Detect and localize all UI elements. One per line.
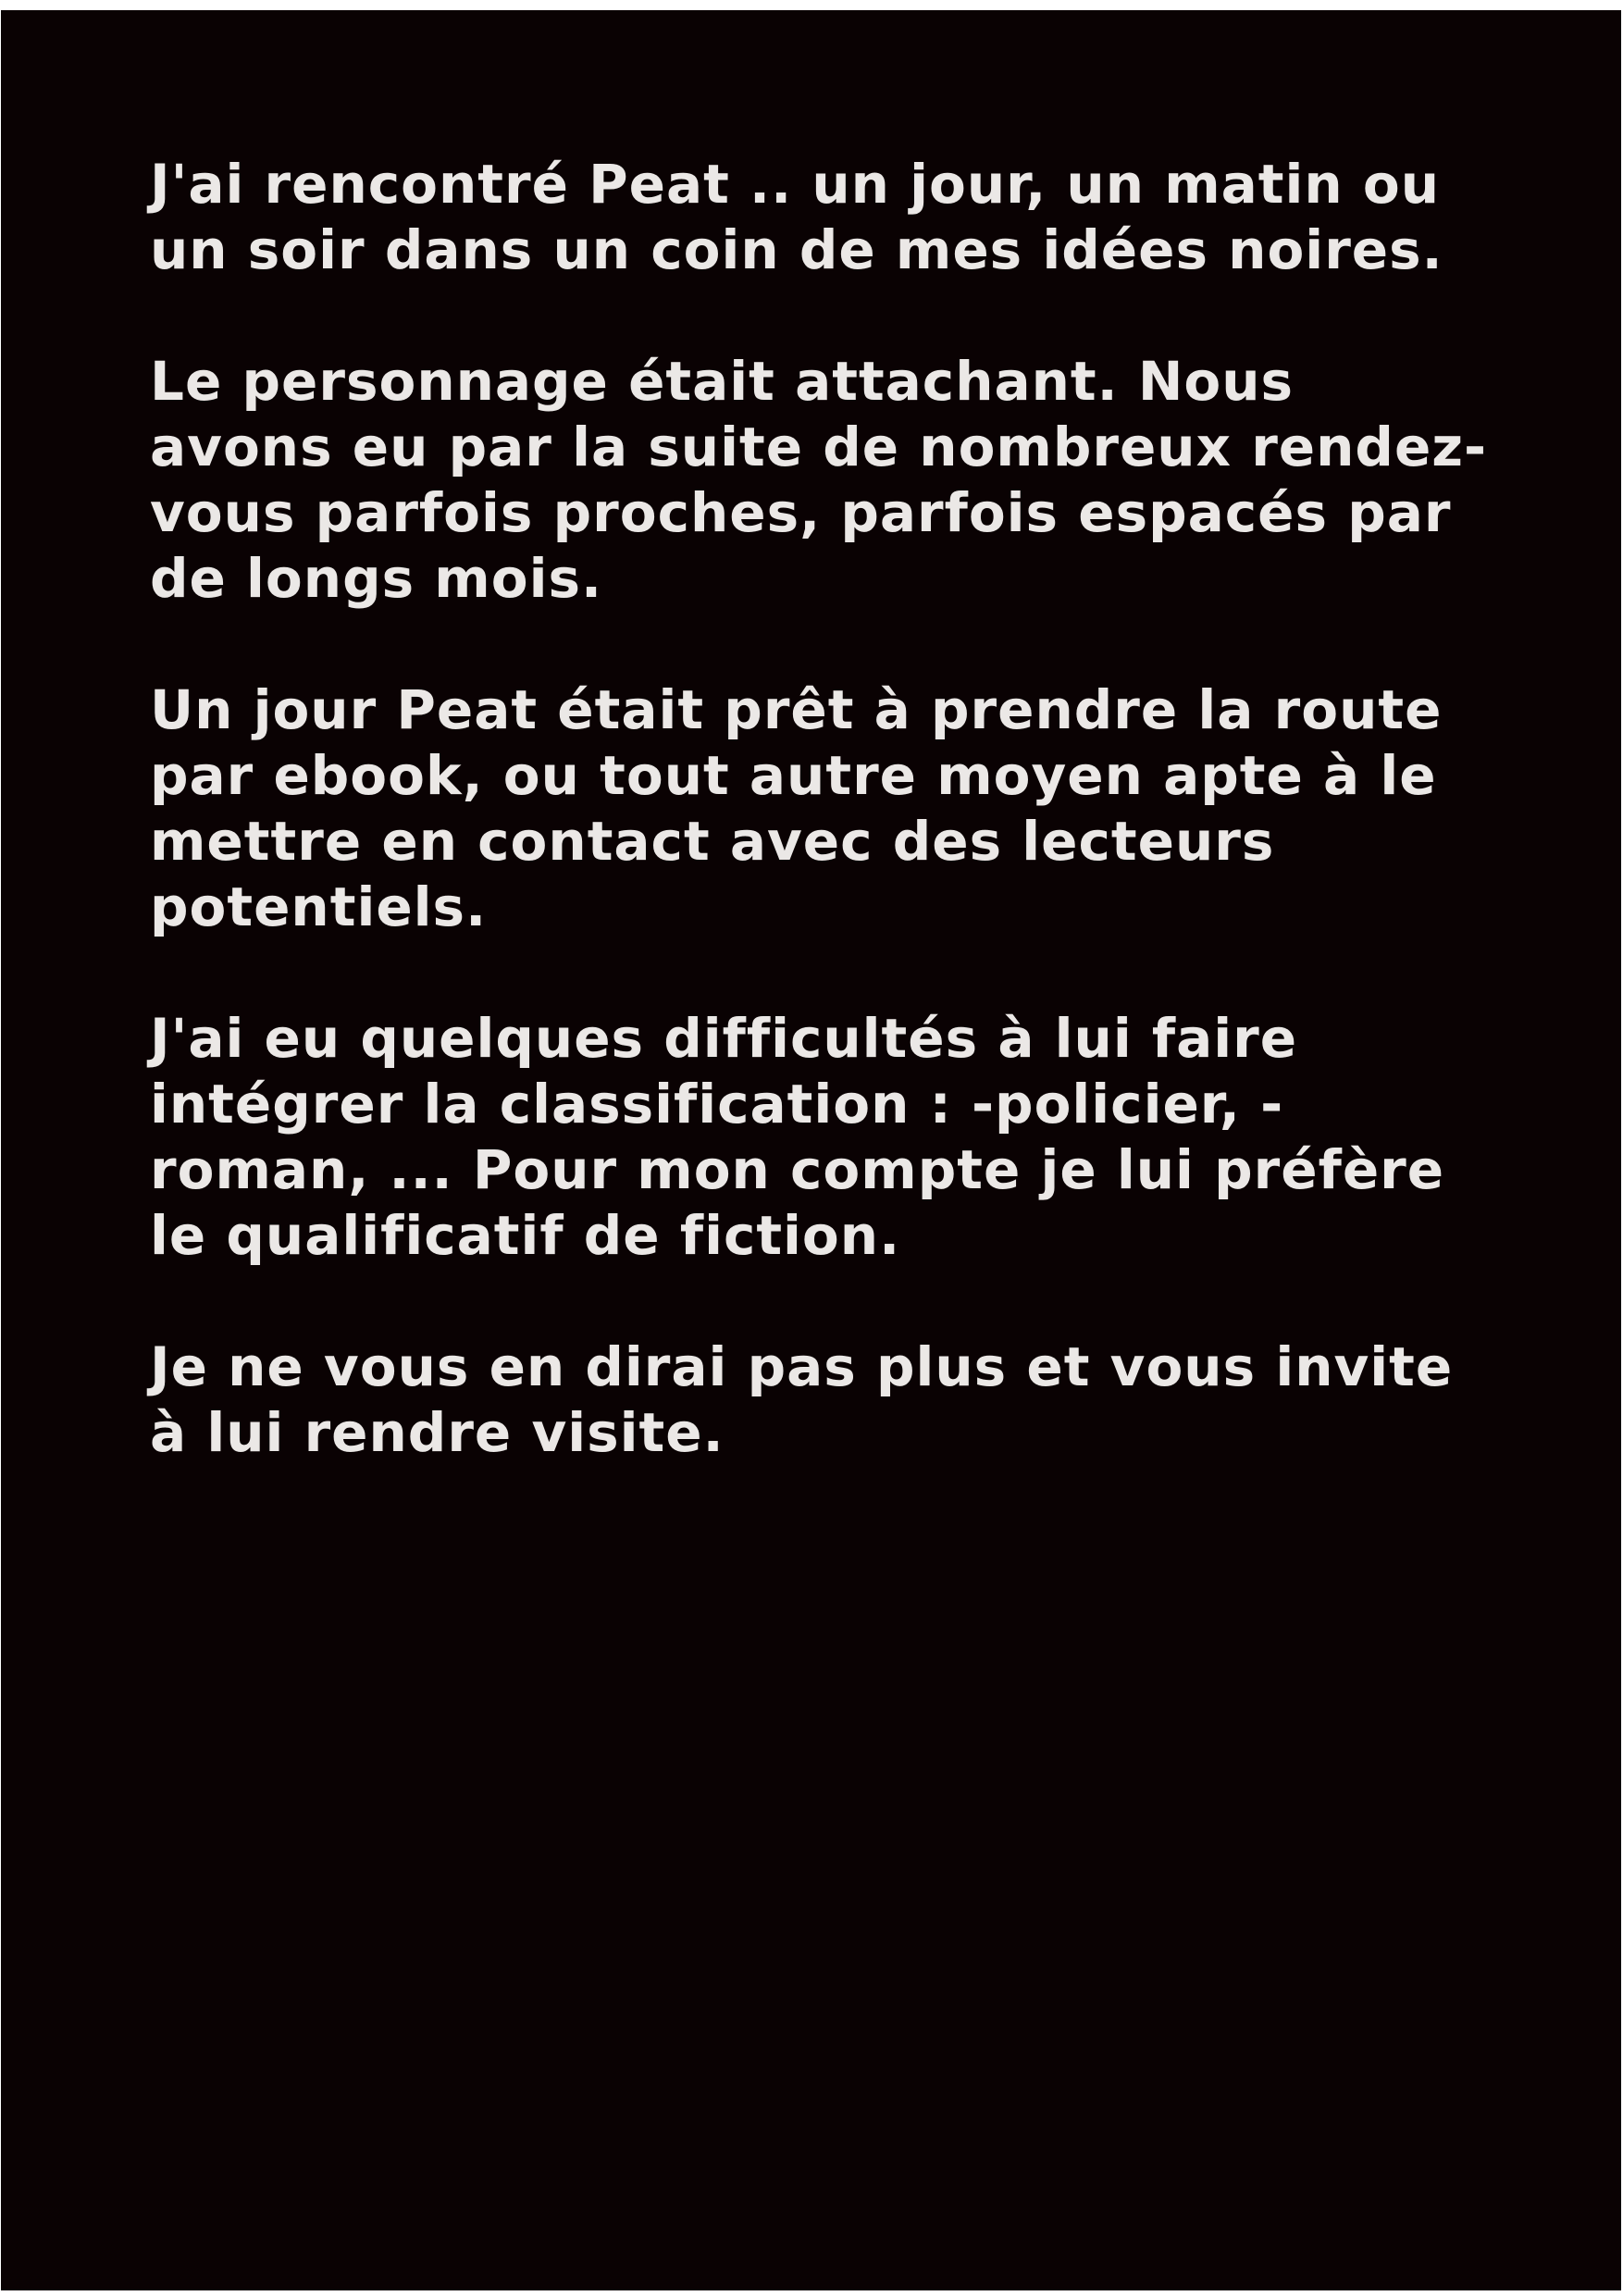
paragraph-1: J'ai rencontré Peat .. un jour, un matin ou un soir dans un coin de mes idées noires. [150,153,1443,281]
paragraph-2: Le personnage était attachant. Nous avons eu par la suite de nombreux rendez- vous parfois proches, parfois espacés par de longs mois. [150,350,1488,610]
paragraph-4: J'ai eu quelques difficultés à lui faire intégrer la classification : -policier, - roman, ... Pour mon compte je lui préfère le qualificatif de fiction. [150,1007,1445,1267]
paragraph-5: Je ne vous en dirai pas plus et vous invite à lui rendre visite. [150,1335,1454,1464]
body-text [150,152,1519,1466]
paragraph-3: Un jour Peat était prêt à prendre la route par ebook, ou tout autre moyen apte à le mettre en contact avec des lecteurs potentiels. [150,678,1443,938]
document-page [1,10,1621,2290]
